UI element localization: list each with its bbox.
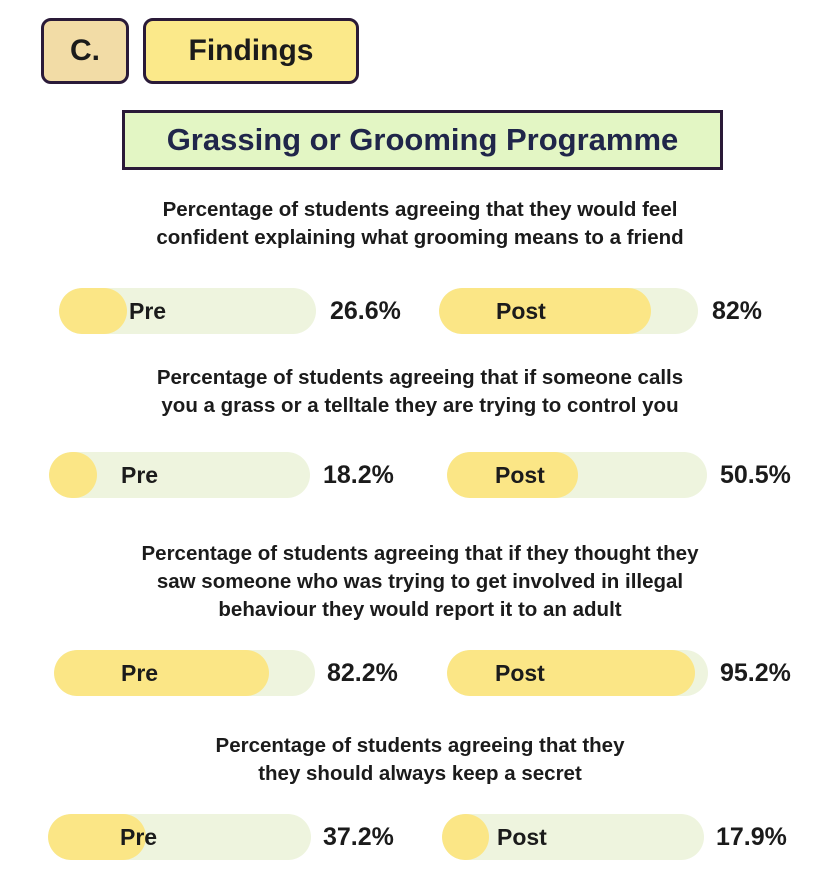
question-3-line-1: Percentage of students agreeing that if they thought they (141, 542, 699, 565)
post-value-4: 17.9% (716, 823, 787, 851)
question-3 (60, 540, 780, 624)
section-letter-badge (41, 18, 129, 84)
question-1-line-2: confident explaining what grooming means to a friend (156, 226, 684, 249)
post-bar-track-2 (447, 452, 707, 498)
pre-label-4: Pre (120, 823, 158, 850)
post-label-3: Post (495, 659, 545, 686)
post-bar-track-3 (447, 650, 708, 696)
pre-bar-track-4 (48, 814, 311, 860)
pre-bar-track-2 (49, 452, 310, 498)
findings-header (143, 18, 359, 84)
pre-label-1: Pre (129, 297, 167, 324)
question-2-line-1: Percentage of students agreeing that if someone calls (156, 366, 684, 389)
programme-title-box (122, 110, 723, 170)
pre-bar-fill-1 (59, 288, 127, 334)
post-value-1: 82% (712, 297, 763, 325)
pre-bar-track-1 (59, 288, 316, 334)
pre-value-2: 18.2% (323, 461, 394, 489)
pre-value-3: 82.2% (327, 659, 398, 687)
question-2 (60, 364, 780, 420)
pre-bar-track-3 (54, 650, 315, 696)
post-bar-track-1 (439, 288, 698, 334)
pre-value-4: 37.2% (323, 823, 394, 851)
question-2-line-2: you a grass or a telltale they are trying to control you (161, 394, 679, 417)
pre-bar-fill-2 (49, 452, 97, 498)
programme-title: Grassing or Grooming Programme (166, 122, 679, 157)
question-1 (60, 196, 780, 252)
question-1-line-1: Percentage of students agreeing that they would feel (162, 198, 678, 221)
section-letter: C. (70, 34, 100, 67)
pre-value-1: 26.6% (330, 297, 401, 325)
pre-bar-fill-3 (54, 650, 269, 696)
post-label-2: Post (495, 461, 545, 488)
post-bar-fill-4 (442, 814, 489, 860)
post-value-2: 50.5% (720, 461, 791, 489)
post-value-3: 95.2% (720, 659, 791, 687)
question-4-line-2: they should always keep a secret (258, 762, 582, 785)
post-label-1: Post (496, 297, 546, 324)
question-4-line-1: Percentage of students agreeing that they (215, 734, 625, 757)
pre-label-2: Pre (121, 461, 159, 488)
findings-title: Findings (188, 34, 314, 67)
post-label-4: Post (497, 823, 547, 850)
question-4 (60, 732, 780, 788)
pre-label-3: Pre (121, 659, 159, 686)
post-bar-fill-3 (447, 650, 695, 696)
question-3-line-2: saw someone who was trying to get involved in illegal (156, 570, 684, 593)
question-3-line-3: behaviour they would report it to an adult (218, 598, 622, 621)
post-bar-track-4 (442, 814, 704, 860)
